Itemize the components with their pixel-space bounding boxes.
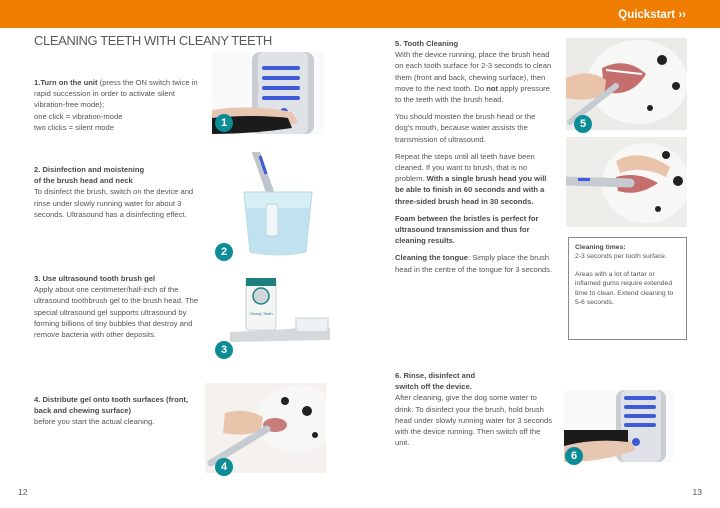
step-6-heading-2: switch off the device. — [395, 382, 472, 392]
cleaning-times-heading: Cleaning times: — [575, 244, 626, 251]
step-badge-1: 1 — [215, 114, 233, 132]
tube-label-text: Cleany Teeth — [249, 311, 273, 316]
dog-brushing-illustration — [566, 137, 687, 227]
step-4 — [34, 394, 199, 428]
step-1-heading: 1.Turn on the unit — [34, 78, 98, 87]
step-5-foam: Foam between the bristles is perfect for ultrasound transmission and thus for cleaning results. — [395, 213, 539, 246]
step-5-repeat: Repeat the steps until all teeth have been cleaned. If you want to brush, that is no problem. — [395, 151, 535, 184]
step-2-heading-2: of the brush head and neck — [34, 176, 133, 186]
step-3-heading: 3. Use ultrasound tooth brush gel — [34, 274, 156, 283]
step-1 — [34, 77, 199, 133]
step-6 — [395, 370, 555, 448]
step-5-text-b: apply pressure to the teeth with the brush head. — [395, 83, 550, 105]
photo-brush-in-water — [236, 152, 320, 260]
page-number-left: 12 — [18, 487, 28, 497]
step-5-not: not — [486, 83, 498, 93]
photo-brushing-teeth — [566, 137, 687, 227]
step-1-text: (press the ON switch twice in rapid succession in order to activate silent vibration-free mode); — [34, 78, 198, 110]
step-3-text: Apply about one centimeter/half-inch of the ultrasound toothbrush gel to the brush head. The special ultrasound gel supports ultrasound by forming billions of tiny bubbles that destroy and remove bacteria with other deposits. — [34, 285, 199, 340]
brush-glass-illustration — [236, 152, 320, 260]
step-3 — [34, 273, 199, 340]
step-5 — [395, 38, 555, 281]
quickstart-label: Quickstart ›› — [618, 9, 686, 21]
step-badge-3: 3 — [215, 341, 233, 359]
step-4-text: before you start the actual cleaning. — [34, 417, 155, 427]
cleaning-times-line2: Areas with a lot of tartar or inflamed gums require extended time to clean. Extend cleaning to 5-6 seconds. — [575, 270, 674, 307]
header-bar — [0, 0, 720, 28]
step-2-heading-1: 2. Disinfection and moistening — [34, 165, 145, 174]
gel-tube-illustration — [230, 278, 334, 348]
step-5-repeat-bold: With a single brush head you will be able to finish in 60 seconds and with a three-sided brush head in 30 seconds. — [395, 174, 547, 206]
step-badge-5: 5 — [574, 115, 592, 133]
step-6-heading-1: 6. Rinse, disinfect and — [395, 371, 476, 380]
step-1-line1: one click = vibration-mode — [34, 111, 123, 121]
step-5-tongue-label: Cleaning the tongue — [395, 253, 468, 263]
step-4-heading: 4. Distribute gel onto tooth surfaces (front, back and chewing surface) — [34, 395, 188, 416]
step-6-text: After cleaning, give the dog some water to drink. To disinfect your the brush, hold brush head under slowly running water for 3 seconds with the device running. Then switch off the unit. — [395, 393, 553, 448]
page-number-right: 13 — [692, 487, 702, 497]
step-badge-4: 4 — [215, 458, 233, 476]
cleaning-times-box — [568, 237, 687, 340]
step-1-line2: two clicks = silent mode — [34, 122, 114, 132]
step-5-text-a: With the device running, place the brush head on each tooth surface for 2-3 seconds to clean them (front and back, chewing surface), then move to the next tooth. Do — [395, 50, 552, 93]
step-5-moisten: You should moisten the brush head or the dog’s mouth, because water assists the transmission of ultrasound. — [395, 112, 536, 144]
page-title: CLEANING TEETH WITH CLEANY TEETH — [34, 33, 272, 48]
step-5-tongue-text: : Simply place the brush head in the centre of the tongue for 3 seconds. — [395, 253, 553, 274]
photo-gel-tube — [230, 278, 334, 348]
cleaning-times-line1: 2-3 seconds per tooth surface. — [575, 253, 667, 261]
step-badge-2: 2 — [215, 243, 233, 261]
step-5-heading: 5. Tooth Cleaning — [395, 39, 459, 48]
step-2 — [34, 164, 199, 220]
step-badge-6: 6 — [565, 447, 583, 465]
step-2-text: To disinfect the brush, switch on the device and rinse under slowly running water for about 3 seconds. Ultrasound has a disinfecting effect. — [34, 187, 194, 219]
